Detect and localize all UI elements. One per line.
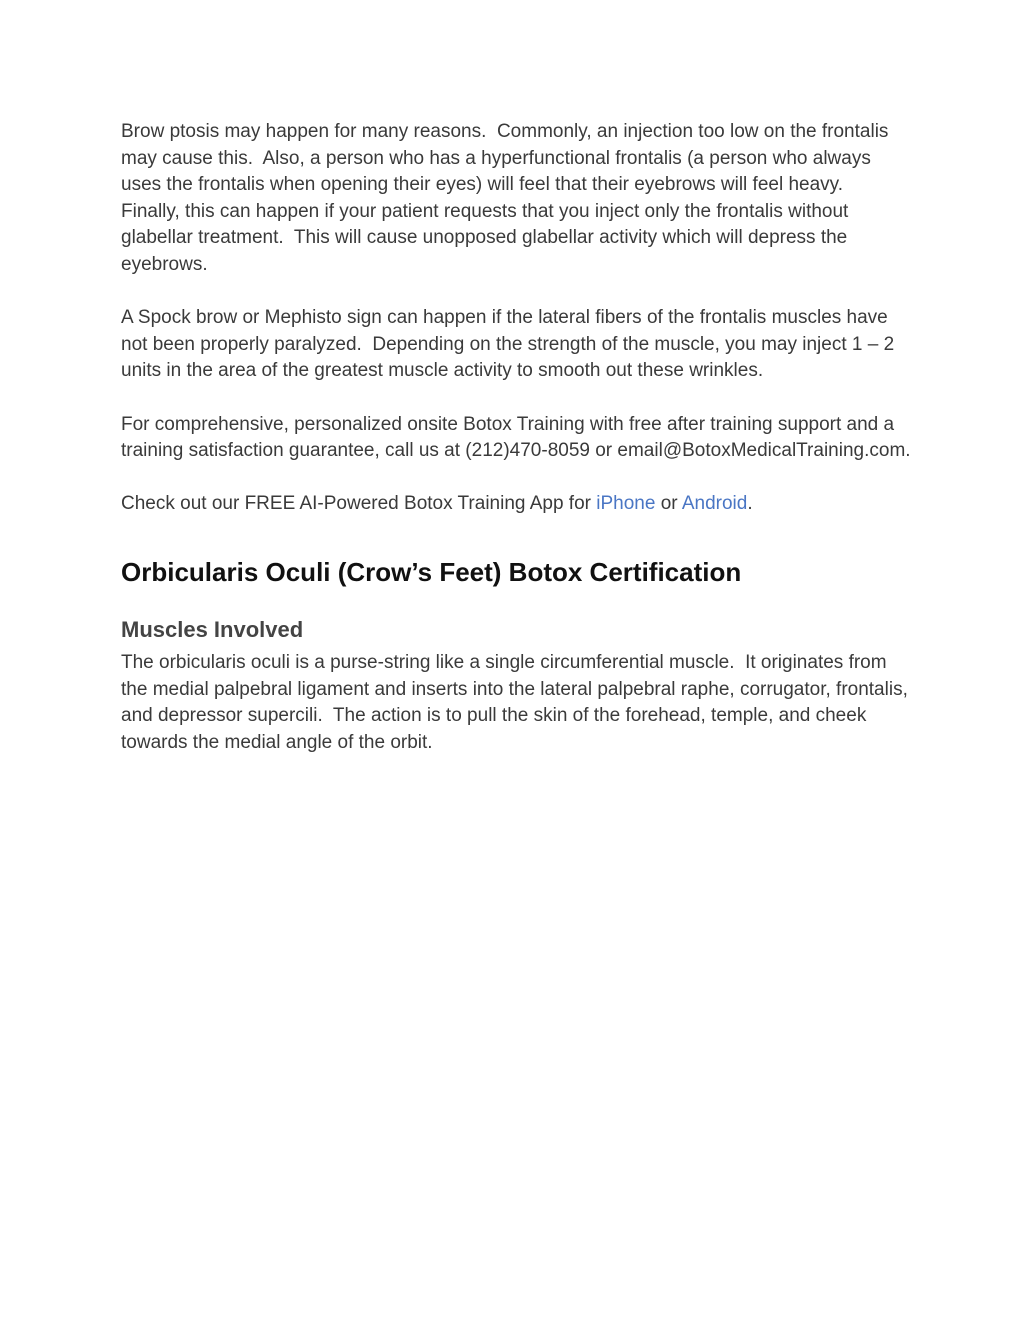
paragraph-spock-brow: A Spock brow or Mephisto sign can happen if the lateral fibers of the frontalis muscles have not been properly paralyzed. Depending on the strength of the muscle, you may inject 1 – 2 units in the area of the greatest muscle activity to smooth out these wrinkles. [121,307,900,382]
app-promo-suffix: . [747,493,753,515]
document-page [121,119,914,756]
paragraph-brow-ptosis: Brow ptosis may happen for many reasons. Commonly, an injection too low on the frontalis may cause this. Also, a person who has a hyperfunctional frontalis (a person who always uses the frontalis when opening their eyes) will feel that their eyebrows will feel heavy. Finally, this can happen if your patient requests that you inject only the frontalis without glabellar treatment. This will cause unopposed glabellar activity which will depress the eyebrows. [121,121,894,275]
section-subtitle: Muscles Involved [121,616,304,642]
paragraph-contact: For comprehensive, personalized onsite Botox Training with free after training support and a training satisfaction guarantee, call us at (212)470-8059 or email@BotoxMedicalTraining.com. [121,413,911,462]
app-promo-prefix: Check out our FREE AI-Powered Botox Training App for [121,493,597,515]
paragraph-orbicularis: The orbicularis oculi is a purse-string like a single circumferential muscle. It originates from the medial palpebral ligament and inserts into the lateral palpebral raphe, corrugator, frontalis, and depressor supercili. The action is to pull the skin of the forehead, temple, and cheek towards the medial angle of the orbit. [121,651,914,753]
iphone-link[interactable]: iPhone [596,493,656,515]
android-link[interactable]: Android [681,493,748,515]
section-title: Orbicularis Oculi (Crow’s Feet) Botox Certification [121,556,742,587]
app-promo-middle: or [655,493,682,515]
paragraph-app-promo [121,491,911,518]
